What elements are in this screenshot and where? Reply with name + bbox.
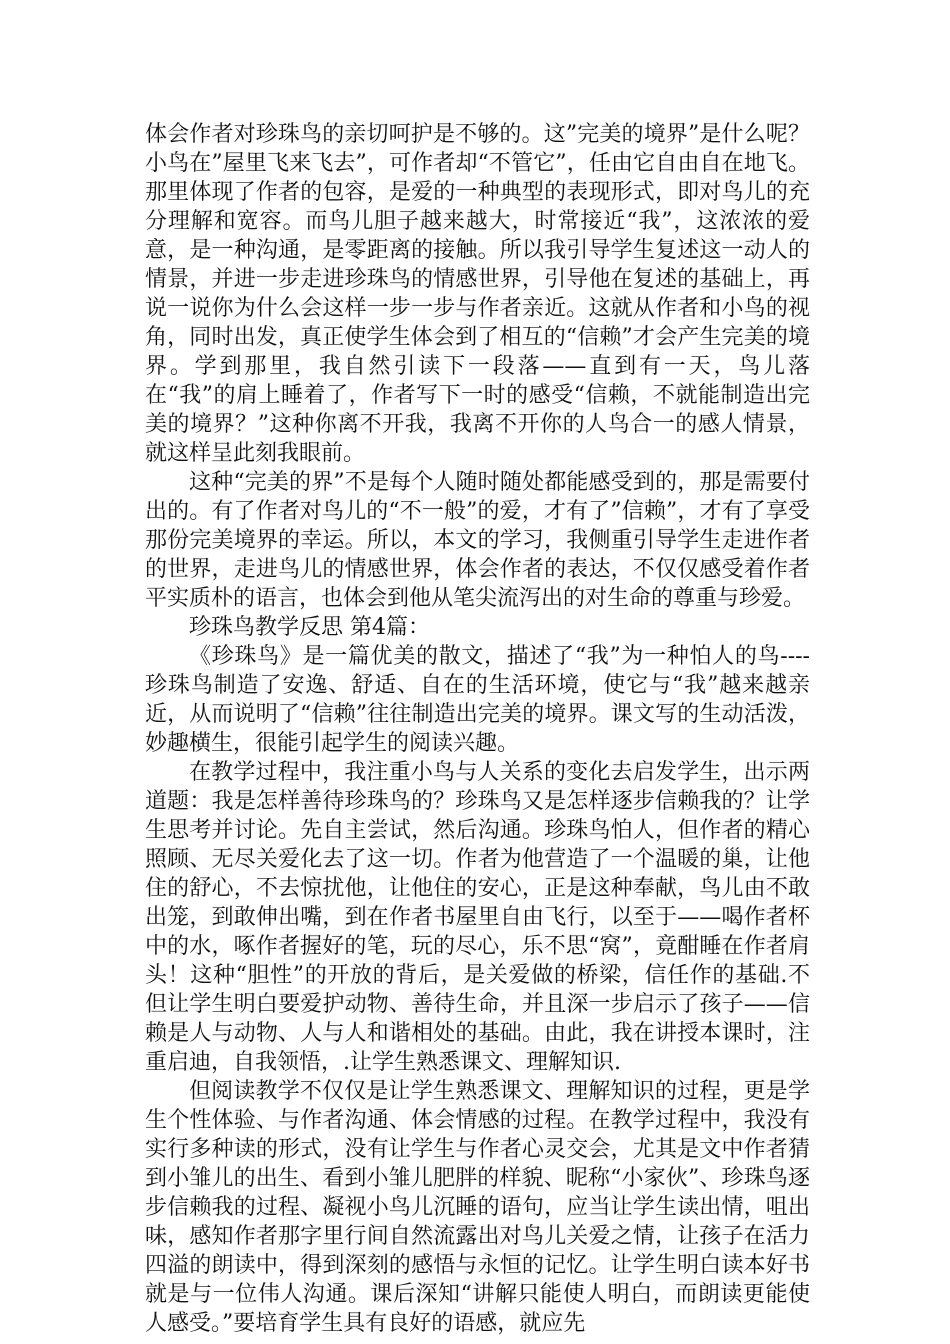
paragraph-continuation: 体会作者对珍珠鸟的亲切呵护是不够的。这”完美的境界”是什么呢？小鸟在”屋里飞来飞去”，可作者却“不管它”，任由它自由自在地飞。那里体现了作者的包容，是爱的一种典型的表现形式，即对鸟儿的充分理解和宽容。而鸟儿胆子越来越大，时常接近“我”，这浓浓的爱意，是一种沟通，是零距离的接触。所以我引导学生复述这一动人的情景，并进一步走进珍珠鸟的情感世界，引导他在复述的基础上，再说一说你为什么会这样一步一步与作者亲近。这就从作者和小鸟的视角，同时出发，真正使学生体会到了相互的“信赖”才会产生完美的境界。学到那里，我自然引读下一段落——直到有一天，鸟儿落在“我”的肩上睡着了，作者写下一时的感受“信赖，不就能制造出完美的境界？”这种你离不开我，我离不开你的人鸟合一的感人情景，就这样呈此刻我眼前。 (145, 122, 810, 466)
document-body (145, 120, 810, 1338)
paragraph-teaching-process: 在教学过程中，我注重小鸟与人关系的变化去启发学生，出示两道题：我是怎样善待珍珠鸟的？珍珠鸟又是怎样逐步信赖我的？让学生思考并讨论。先自主尝试，然后沟通。珍珠鸟怕人，但作者的精心照顾、无尽关爱化去了这一切。作者为他营造了一个温暖的巢，让他住的舒心，不去惊扰他，让他住的安心，正是这种奉献，鸟儿由不敢出笼，到敢伸出嘴，到在作者书屋里自由飞行，以至于——喝作者杯中的水，啄作者握好的笔，玩的尽心，乐不思“窝”，竟酣睡在作者肩头！这种“胆性”的开放的背后，是关爱做的桥梁，信任作的基础.不但让学生明白要爱护动物、善待生命，并且深一步启示了孩子——信赖是人与动物、人与人和谐相处的基础。由此，我在讲授本课时，注重启迪，自我领悟，.让学生熟悉课文、理解知识. (145, 760, 810, 1075)
paragraph-intro: 《珍珠鸟》是一篇优美的散文，描述了“我”为一种怕人的鸟----珍珠鸟制造了安逸、舒适、自在的生活环境，使它与“我”越来越亲近，从而说明了“信赖”往往制造出完美的境界。课文写的生动活泼，妙趣横生，很能引起学生的阅读兴趣。 (145, 644, 810, 756)
paragraph-reading-teaching: 但阅读教学不仅仅是让学生熟悉课文、理解知识的过程，更是学生个性体验、与作者沟通、体会情感的过程。在教学过程中，我没有实行多种读的形式，没有让学生与作者心灵交会，尤其是文中作者猜到小雏儿的出生、看到小雏儿肥胖的样貌、昵称“小家伙”、珍珠鸟逐步信赖我的过程、凝视小鸟儿沉睡的语句，应当让学生读出情，咀出味，感知作者那字里行间自然流露出对鸟儿关爱之情，让孩子在活力四溢的朗读中，得到深刻的感悟与永恒的记忆。让学生明白读本好书就是与一位伟人沟通。课后深知“讲解只能使人明白，而朗读更能使人感受。”要培育学生具有良好的语感，就应先 (145, 1079, 810, 1336)
paragraph-perfect-realm: 这种“完美的界”不是每个人随时随处都能感受到的，那是需要付出的。有了作者对鸟儿的“不一般”的爱，才有了”信赖”，才有了享受那份完美境界的幸运。所以，本文的学习，我侧重引导学生走进作者的世界，走进鸟儿的情感世界，体会作者的表达，不仅仅感受着作者平实质朴的语言，也体会到他从笔尖流泻出的对生命的尊重与珍爱。 (145, 470, 810, 611)
section-heading: 珍珠鸟教学反思 第4篇： (189, 615, 430, 640)
